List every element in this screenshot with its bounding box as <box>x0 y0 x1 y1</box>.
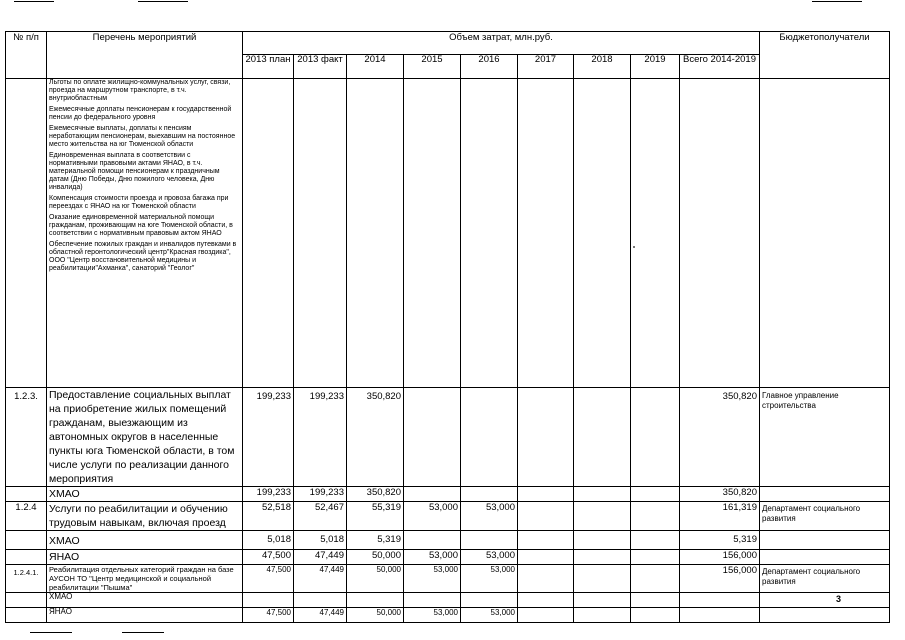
table-row-1-2-4-hmao <box>6 531 890 550</box>
cell-2015: 53,000 <box>404 550 461 565</box>
cell-2014: 350,820 <box>347 487 404 502</box>
cell-2015: 53,000 <box>404 502 461 531</box>
cell-2013-fact: 47,449 <box>294 565 347 593</box>
cell-total: 156,000 <box>680 565 760 593</box>
benefit-item: Обеспечение пожилых граждан и инвалидов путевками в областной геронтологический центр"Красная гвоздика", ООО "Центр восстановительной медицины и реабилитации"Ахманка", санаторий "Геолог" <box>49 241 237 272</box>
scan-edge-line <box>138 1 188 2</box>
table-row-1-2-4-1 <box>6 565 890 593</box>
cell-2014: 5,319 <box>347 531 404 550</box>
row-number: 1.2.3. <box>6 388 47 487</box>
row-name: ХМАО <box>47 487 243 502</box>
recipient: Департамент социального развития <box>760 502 890 531</box>
scan-edge-line <box>14 1 54 2</box>
table-row-1-2-3 <box>6 388 890 487</box>
row-name: ХМАО <box>47 593 243 608</box>
year-header: 2013 факт <box>294 55 347 79</box>
cell-2014: 55,319 <box>347 502 404 531</box>
cell-2013-plan: 52,518 <box>243 502 294 531</box>
costs-header: Объем затрат, млн.руб. <box>243 32 760 55</box>
table-row-1-2-4-1-hmao <box>6 593 890 608</box>
benefit-item: Единовременная выплата в соответствии с нормативными правовыми актами ЯНАО, в т.ч. материальной помощи пенсионерам к праздничным датам (Дню Победы, Дню пожилого человека, Дню инвалида) <box>49 152 220 191</box>
cell-2015: 53,000 <box>404 608 461 623</box>
cell-total: 156,000 <box>680 550 760 565</box>
row-name: ЯНАО <box>47 608 243 623</box>
year-header: 2013 план <box>243 55 294 79</box>
year-header: Всего 2014-2019 <box>680 55 760 79</box>
cell-total: 350,820 <box>680 388 760 487</box>
year-header: 2019 <box>631 55 680 79</box>
scan-edge-line <box>812 1 862 2</box>
year-header: 2015 <box>404 55 461 79</box>
table-row-1-2-4-1-yanao <box>6 608 890 623</box>
cell-total: 5,319 <box>680 531 760 550</box>
benefits-row <box>6 79 890 388</box>
cell-2015: 53,000 <box>404 565 461 593</box>
row-name: ХМАО <box>47 531 243 550</box>
cell-2013-fact: 47,449 <box>294 608 347 623</box>
recipients-header: Бюджетополучатели <box>760 32 890 79</box>
benefit-item: Ежемесячные выплаты, доплаты к пенсиям неработающим пенсионерам, выехавшим на постоянное место жительства на юг Тюменской области <box>49 125 236 148</box>
cell-2014: 50,000 <box>347 608 404 623</box>
cell-2013-fact: 52,467 <box>294 502 347 531</box>
recipient: Главное управление строительства <box>760 388 890 487</box>
row-name: Предоставление социальных выплат на приобретение жилых помещений гражданам, выезжающим из автономных округов в населенные пункты юга Тюменской области, в том числе услуги по реализации данного мероприятия <box>47 388 243 487</box>
benefits-list <box>47 79 243 388</box>
cell-2013-plan: 47,500 <box>243 608 294 623</box>
cell-2013-plan: 199,233 <box>243 487 294 502</box>
row-number: 1.2.4.1. <box>6 565 47 593</box>
cell-2013-fact: 199,233 <box>294 388 347 487</box>
row-number: 1.2.4 <box>6 502 47 531</box>
cell-2014: 350,820 <box>347 388 404 487</box>
cell-2016: 53,000 <box>461 608 518 623</box>
cell-2016: 53,000 <box>461 565 518 593</box>
header-row <box>6 32 890 55</box>
row-name: ЯНАО <box>47 550 243 565</box>
cell-2013-fact: 5,018 <box>294 531 347 550</box>
recipient: Департамент социального развития <box>760 565 890 593</box>
page-number: 3 <box>836 594 842 604</box>
row-name: Реабилитация отдельных категорий граждан на базе АУСОН ТО "Центр медицинской и социальной реабилитации "Пышма" <box>47 565 243 593</box>
table-row-1-2-3-hmao <box>6 487 890 502</box>
year-header: 2014 <box>347 55 404 79</box>
cost-table <box>5 31 890 623</box>
cell-total: 161,319 <box>680 502 760 531</box>
cell-2013-plan: 199,233 <box>243 388 294 487</box>
num-header: № п/п <box>6 32 47 79</box>
benefit-item: Льготы по оплате жилищно-коммунальных услуг, связи, проезда на маршрутном транспорте, в т.ч. внутриобластным <box>49 79 231 102</box>
cell-2016: 53,000 <box>461 550 518 565</box>
cell-total: 350,820 <box>680 487 760 502</box>
cell-2013-plan: 47,500 <box>243 565 294 593</box>
scan-edge-line <box>30 632 72 633</box>
year-header: 2016 <box>461 55 518 79</box>
list-header: Перечень мероприятий <box>47 32 243 79</box>
row-name: Услуги по реабилитации и обучению трудовым навыкам, включая проезд <box>47 502 243 531</box>
benefit-item: Ежемесячные доплаты пенсионерам к государственной пенсии до федерального уровня <box>49 106 232 121</box>
cell-2013-fact: 199,233 <box>294 487 347 502</box>
cell-2013-fact: 47,449 <box>294 550 347 565</box>
benefit-item: Компенсация стоимости проезда и провоза багажа при переездах с ЯНАО на юг Тюменской области <box>49 195 229 210</box>
table-row-1-2-4 <box>6 502 890 531</box>
cell-2016: 53,000 <box>461 502 518 531</box>
cell-2013-plan: 5,018 <box>243 531 294 550</box>
benefit-item: Оказание единовременной материальной помощи гражданам, проживающим на юге Тюменской области, в соответствии с нормативным правовым актом ЯНАО <box>49 214 233 237</box>
table-row-1-2-4-yanao <box>6 550 890 565</box>
cell-2014: 50,000 <box>347 565 404 593</box>
cell-2014: 50,000 <box>347 550 404 565</box>
year-header: 2017 <box>518 55 574 79</box>
year-header: 2018 <box>574 55 631 79</box>
cell-2013-plan: 47,500 <box>243 550 294 565</box>
scan-edge-line <box>122 632 164 633</box>
scan-speck <box>633 246 635 248</box>
